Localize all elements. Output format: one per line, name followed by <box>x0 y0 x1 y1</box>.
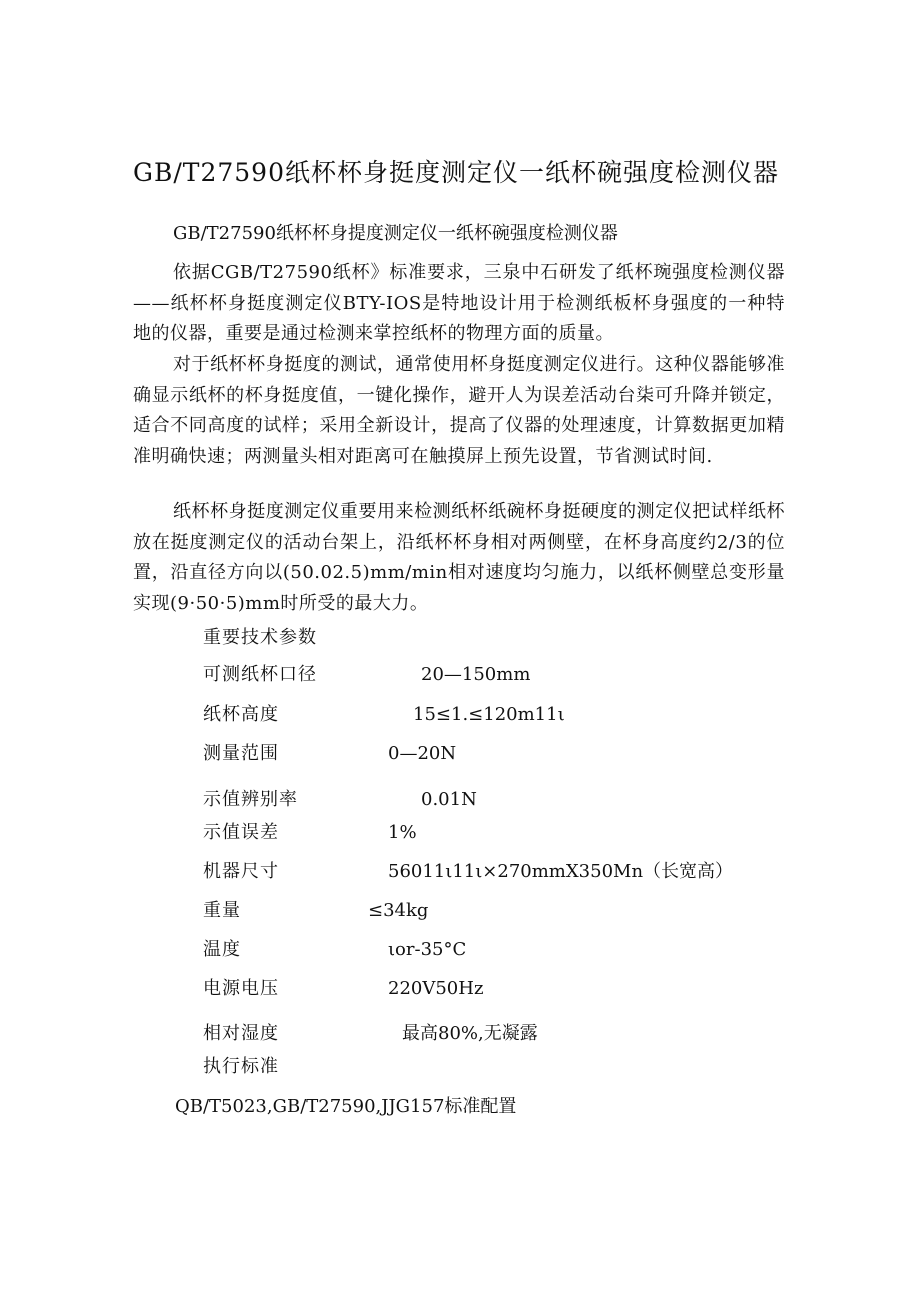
spec-label: 重量 <box>203 900 241 921</box>
document-subtitle: GB/T27590纸杯杯身提度测定仪一纸杯碗强度检测仪器 <box>173 223 618 244</box>
specs-heading: 重要技术参数 <box>203 627 317 648</box>
spec-value: 20—150mm <box>421 664 531 685</box>
paragraph-testing: 对于纸杯杯身挺度的测试，通常使用杯身挺度测定仪进行。这种仪器能够准确显示纸杯的杯身挺度值，一键化操作，避开人为误差活动台柒可升降并锁定，适合不同高度的试样；采用全新设计，提高了仪器的处理速度，计算数据更加精准明确快速；两测量头相对距离可在触摸屏上预先设置，节省测试时间. <box>133 354 785 467</box>
paragraph-method: 纸杯杯身挺度测定仪重要用来检测纸杯纸碗杯身挺硬度的测定仪把试样纸杯放在挺度测定仪的活动台架上，沿纸杯杯身相对两侧壁，在杯身高度约2/3的位置，沿直径方向以(50.02.5)mm/min相对速度均匀施力，以纸杯侧壁总变形量实现(9·50·5)mm时所受的最大力。 <box>133 501 785 614</box>
spec-value: ≤34kg <box>368 900 429 921</box>
document-title: GB/T27590纸杯杯身挺度测定仪一纸杯碗强度检测仪器 <box>133 158 779 187</box>
spec-label: 纸杯高度 <box>203 704 279 725</box>
spec-value: 1% <box>388 822 417 843</box>
spec-label: 执行标准 <box>203 1056 279 1077</box>
spec-row <box>203 786 803 814</box>
spec-label: 测量范围 <box>203 743 279 764</box>
spec-label: 示值误差 <box>203 822 279 843</box>
spec-label: 相对湿度 <box>203 1023 279 1044</box>
spec-row <box>203 1020 803 1048</box>
spec-value: 0.01N <box>421 789 477 810</box>
spec-value: ιor-35°C <box>388 939 467 960</box>
spec-row <box>203 858 803 886</box>
spec-value: 15≤1.≤120m11ι <box>413 704 565 725</box>
spec-row <box>203 701 803 729</box>
spec-row <box>203 740 803 768</box>
spec-value: 0—20N <box>388 743 457 764</box>
spec-row <box>203 936 803 964</box>
spec-row <box>203 819 803 847</box>
spec-value: 56011ι11ι×270mmX350Mn（长宽高） <box>388 861 734 882</box>
spec-label: 可测纸杯口径 <box>203 664 317 685</box>
spec-row <box>203 975 803 1003</box>
spec-label: 温度 <box>203 939 241 960</box>
spec-label: 电源电压 <box>203 978 279 999</box>
paragraph-intro: 依据CGB/T27590纸杯》标准要求，三泉中石研发了纸杯琬强度检测仪器——纸杯杯身挺度测定仪BTY-IOS是特地设计用于检测纸板杯身强度的一种特地的仪器，重要是通过检测来掌控纸杯的物理方面的质量。 <box>133 262 785 344</box>
spec-label: 示值辨别率 <box>203 789 298 810</box>
spec-row <box>203 661 803 689</box>
spec-label: 机器尺寸 <box>203 861 279 882</box>
standards-footer: QB/T5023,GB/T27590,JJG157标准配置 <box>175 1096 517 1117</box>
spec-value: 220V50Hz <box>388 978 484 999</box>
spec-value: 最高80%,无凝露 <box>402 1023 538 1044</box>
spec-row <box>203 1053 803 1081</box>
spec-row <box>203 897 803 925</box>
